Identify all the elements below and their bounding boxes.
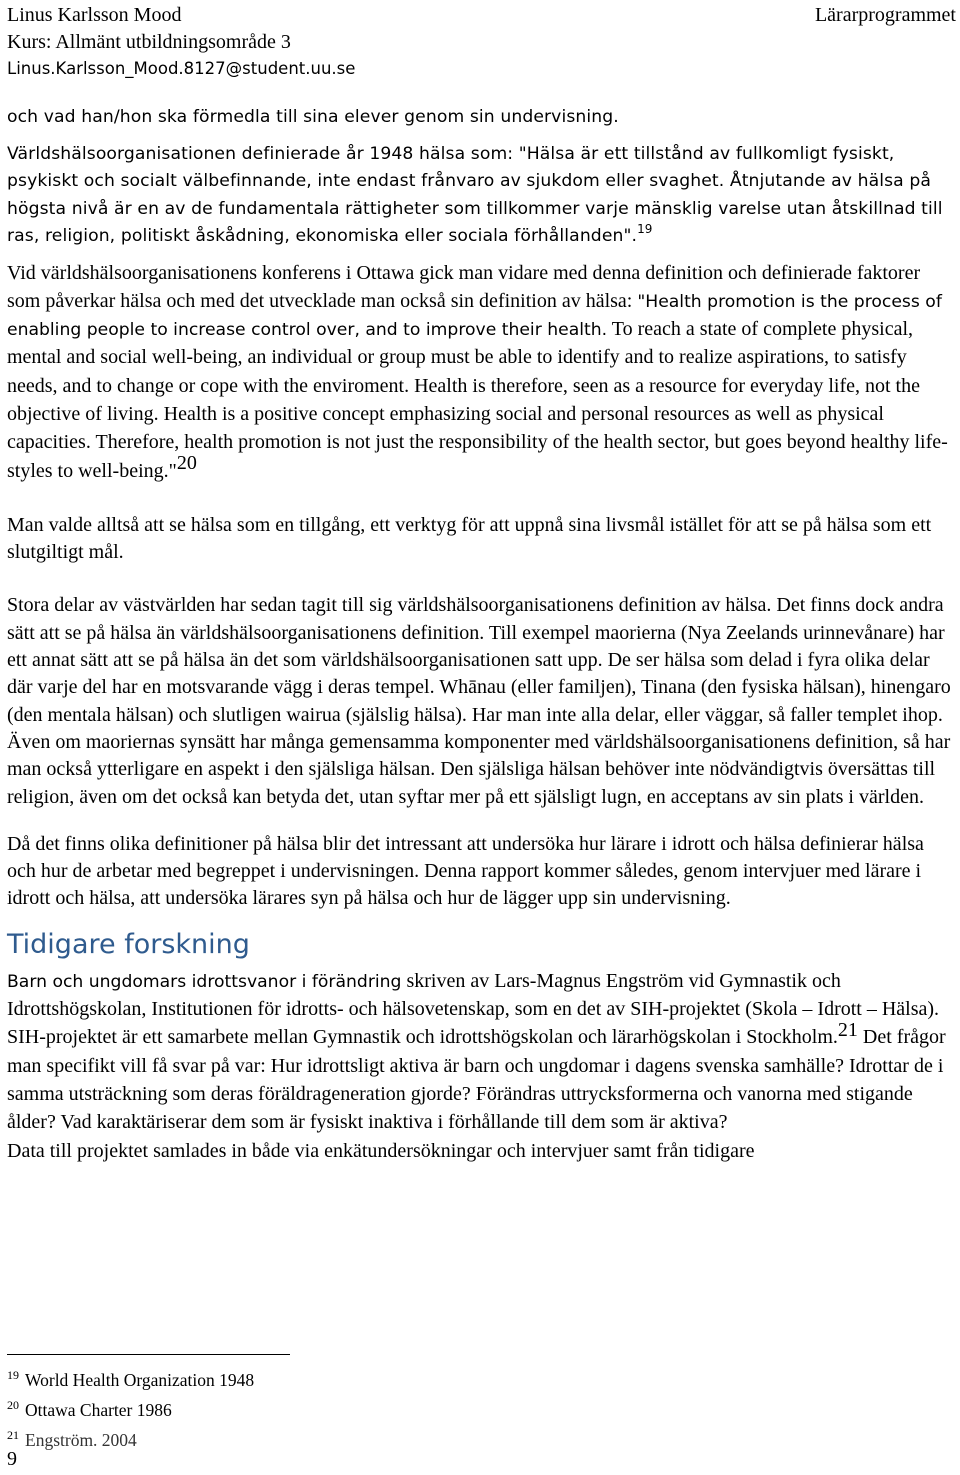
footnote-ref-19: 19 [637,222,653,237]
footnote-ref-20: 20 [176,452,197,475]
footnote-19: $^{19}$ World Health Organization 1948 [7,1368,255,1390]
section-heading: Tidigare forskning [7,928,250,960]
ottawa-quote-rest: To reach a state of complete physical, mental and social well-being, an individual or group must be able to identify and to realize aspirations, to satisfy needs, and to change or cope with the enviroment. Health is therefore, seen as a resource for everyday life, not the objective of living. Health is a positive concept emphasizing social and personal resources as well as physical capacities. Therefore, health promotion is not just the responsibility of the health sector, but goes beyond healthy life-styles to well-being." [7,318,948,482]
paragraph-research [7,968,957,1138]
footnote-20: $^{20}$ Ottawa Charter 1986 [7,1397,172,1420]
research-title: Barn och ungdomars idrottsvanor i förändring [7,971,402,992]
page-number: 9 [7,1448,17,1470]
paragraph-who-definition [7,141,957,251]
ottawa-intro: Vid världshälsoorganisationens konferens i Ottawa gick man vidare med denna definition och definierade faktorer som påverkar hälsa och med det utvecklade man också sin definition av hälsa: [7,261,921,312]
paragraph-conclusion: Man valde alltså att se hälsa som en tillgång, ett verktyg för att uppnå sina livsmål istället för att se på hälsa som ett slutgiltigt mål. [7,513,932,564]
footnote-separator [7,1354,290,1355]
research-questions: Det frågor man specifikt vill få svar på var: Hur idrottsligt aktiva är barn och ungdomar i dagens svenska samhälle? Idrottar de i samma utsträckning som deras föräldrageneration gjorde? Förändras uttrycksformerna och vanorna med stigande ålder? Vad karaktäriserar dem som är fysiskt inaktiva i förhållande till dem som är aktiva? [7,1026,946,1134]
footnote-21: $^{21}$ Engström. 2004 [7,1427,137,1450]
footnotes [7,1363,254,1452]
paragraph-purpose: Då det finns olika definitioner på hälsa blir det intressant att undersöka hur lärare i idrott och hälsa definierar hälsa och hur de arbetar med begreppet i undervisningen. Denna rapport kommer således, genom intervjuer med lärare i idrott och hälsa, att undersöka lärares syn på hälsa och hur de lägger upp sin undervisning. [7,832,924,910]
body-text [7,104,957,1165]
footnote-ref-21: 21 [837,1019,858,1041]
ottawa-quote-start: "Health promotion is the process of enabling people to increase control over, and to improve their health. [7,291,942,341]
page-header-left [7,2,355,82]
header-course: Kurs: Allmänt utbildningsområde 3 [7,31,291,53]
who-definition-text: Världshälsoorganisationen definierade år 1948 hälsa som: "Hälsa är ett tillstånd av fullkomligt fysiskt, psykiskt och socialt välbefinnande, inte endast frånvaro av sjukdom eller svaghet. Åtnjutande av hälsa på högsta nivå är en av de fundamentala rättigheter som tillkommer varje mänsklig varelse utan åtskillnad till ras, religion, politiskt åskådning, ekonomiska eller sociala förhållanden". [7,143,943,246]
research-text: skriven av Lars-Magnus Engström vid Gymnastik och Idrottshögskolan, Institutionen för idrotts- och hälsovetenskap, som en det av SIH-projektet (Skola – Idrott – Hälsa). SIH-projektet är ett samarbete mellan Gymnastik och idrottshögskolan och lärarhögskolan i Stockholm. [7,969,940,1049]
paragraph-ottawa [7,260,957,486]
paragraph-data: Data till projektet samlades in både via enkätundersökningar och intervjuer samt från tidigare [7,1139,755,1162]
paragraph-1: och vad han/hon ska förmedla till sina elever genom sin undervisning. [7,107,619,127]
header-email: Linus.Karlsson_Mood.8127@student.uu.se [7,59,356,78]
paragraph-maori: Stora delar av västvärlden har sedan tagit till sig världshälsoorganisationens definition av hälsa. Det finns dock andra sätt att se på hälsa än världshälsoorganisationens definition. Till exempel maorierna (Nya Zeelands urinnevånare) har ett annat sätt att se på hälsa än det som världshälsoorganisationen satt upp. De ser hälsa som delad i fyra olika delar där varje del har en motsvarande vägg i deras tempel. Whānau (eller familjen), Tinana (den fysiska hälsan), hinengaro (den mentala hälsan) och slutligen wairua (själslig hälsa). Har man inte alla delar, eller väggar, så faller templet ihop. Även om maoriernas synsätt har många gemensamma komponenter med världshälsoorganisationens definition, så har man också ytterligare en aspekt i den själsliga hälsan. Den själsliga hälsan behöver inte nödvändigtvis översättas till religion, även om det också kan betyda det, utan syftar mer på ett själsligt lugn, en acceptans av sin plats i världen. [7,594,951,808]
header-program: Lärarprogrammet [814,4,956,26]
header-author: Linus Karlsson Mood [7,4,182,26]
